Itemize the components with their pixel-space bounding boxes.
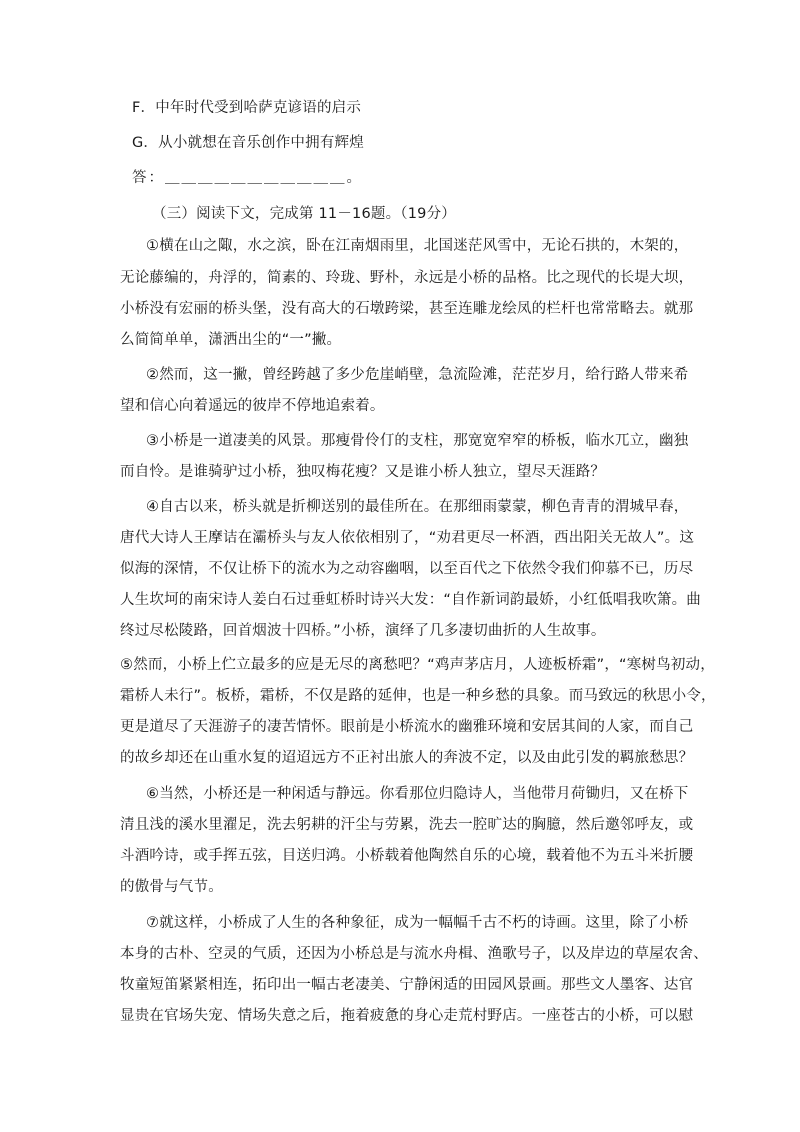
- text-line: ②然而，这一撇，曾经跨越了多少危崖峭壁，急流险滩，茫茫岁月，给行路人带来希: [146, 367, 689, 383]
- text-line: ③小桥是一道凄美的风景。那瘦骨伶仃的支柱，那宽宽窄窄的桥板，临水兀立，幽独: [146, 433, 689, 449]
- text-line: ①横在山之陬，水之滨，卧在江南烟雨里，北国迷茫风雪中，无论石拱的，木架的，: [146, 238, 689, 254]
- text-line: 似海的深情，不仅让桥下的流水为之动容幽咽，以至百代之下依然令我们仰慕不已，历尽: [120, 561, 694, 577]
- option-f: F．中年时代受到哈萨克谚语的启示: [132, 100, 362, 116]
- text-line: 的故乡却还在山重水复的迢迢远方不正衬出旅人的奔波不定，以及由此引发的羁旅愁思？: [120, 750, 694, 766]
- text-line: 霜桥人未行”。板桥，霜桥，不仅是路的延伸，也是一种乡愁的具象。而马致远的秋思小令，: [120, 688, 716, 704]
- option-g: G．从小就想在音乐创作中拥有辉煌: [132, 135, 364, 151]
- text-line: 终过尽松陵路，回首烟波十四桥。”小桥，演绎了几多凄切曲折的人生故事。: [120, 623, 606, 639]
- text-line: 本身的古朴、空灵的气质，还因为小桥总是与流水舟楫、渔歌号子，以及岸边的草屋农舍、: [120, 946, 708, 962]
- text-line: 唐代大诗人王摩诘在灞桥头与友人依依相别了，“劝君更尽一杯酒，西出阳关无故人”。这: [120, 530, 695, 546]
- text-line: 无论藤编的，舟浮的，简素的、玲珑、野朴，永远是小桥的品格。比之现代的长堤大坝，: [120, 270, 694, 286]
- text-line: ⑤然而，小桥上伫立最多的应是无尽的离愁吧？“鸡声茅店月，人迹板桥霜”，“寒树鸟初动，: [120, 657, 715, 673]
- text-line: ⑦就这样，小桥成了人生的各种象征，成为一幅幅千古不朽的诗画。这里，除了小桥: [146, 915, 689, 931]
- text-line: 清且浅的溪水里濯足，洗去躬耕的汗尘与劳累，洗去一腔旷达的胸臆，然后邀邻呼友，或: [120, 817, 694, 833]
- section-heading: （三）阅读下文，完成第 11－16题。（19分）: [152, 206, 457, 222]
- text-line: 牧童短笛紧紧相连，拓印出一幅古老凄美、宁静闲适的田园风景画。那些文人墨客、达官: [120, 977, 694, 993]
- text-line: ④自古以来，桥头就是折柳送别的最佳所在。在那细雨蒙蒙，柳色青青的渭城早春，: [146, 499, 689, 515]
- text-line: 望和信心向着遥远的彼岸不停地追索着。: [120, 398, 385, 414]
- text-line: 人生坎坷的南宋诗人姜白石过垂虹桥时诗兴大发：“自作新词韵最娇，小红低唱我吹箫。曲: [120, 592, 702, 608]
- answer-blank-line: 答：＿＿＿＿＿＿＿＿＿＿＿。: [132, 170, 363, 186]
- text-line: 小桥没有宏丽的桥头堡，没有高大的石墩跨梁，甚至连雕龙绘凤的栏杆也常常略去。就那: [120, 301, 694, 317]
- text-line: 斗酒吟诗，或手挥五弦，目送归鸿。小桥载着他陶然自乐的心境，载着他不为五斗米折腰: [120, 848, 694, 864]
- text-line: 而自怜。是谁骑驴过小桥，独叹梅花瘦？又是谁小桥人独立，望尽天涯路？: [120, 464, 606, 480]
- text-line: 的傲骨与气节。: [120, 879, 223, 895]
- text-line: ⑥当然，小桥还是一种闲适与静远。你看那位归隐诗人，当他带月荷锄归，又在桥下: [146, 786, 689, 802]
- text-line: 显贵在官场失宠、情场失意之后，拖着疲惫的身心走荒村野店。一座苍古的小桥，可以慰: [120, 1008, 694, 1024]
- text-line: 更是道尽了天涯游子的凄苦情怀。眼前是小桥流水的幽雅环境和安居其间的人家，而自己: [120, 719, 694, 735]
- text-line: 么简简单单，潇洒出尘的“一”撇。: [120, 332, 342, 348]
